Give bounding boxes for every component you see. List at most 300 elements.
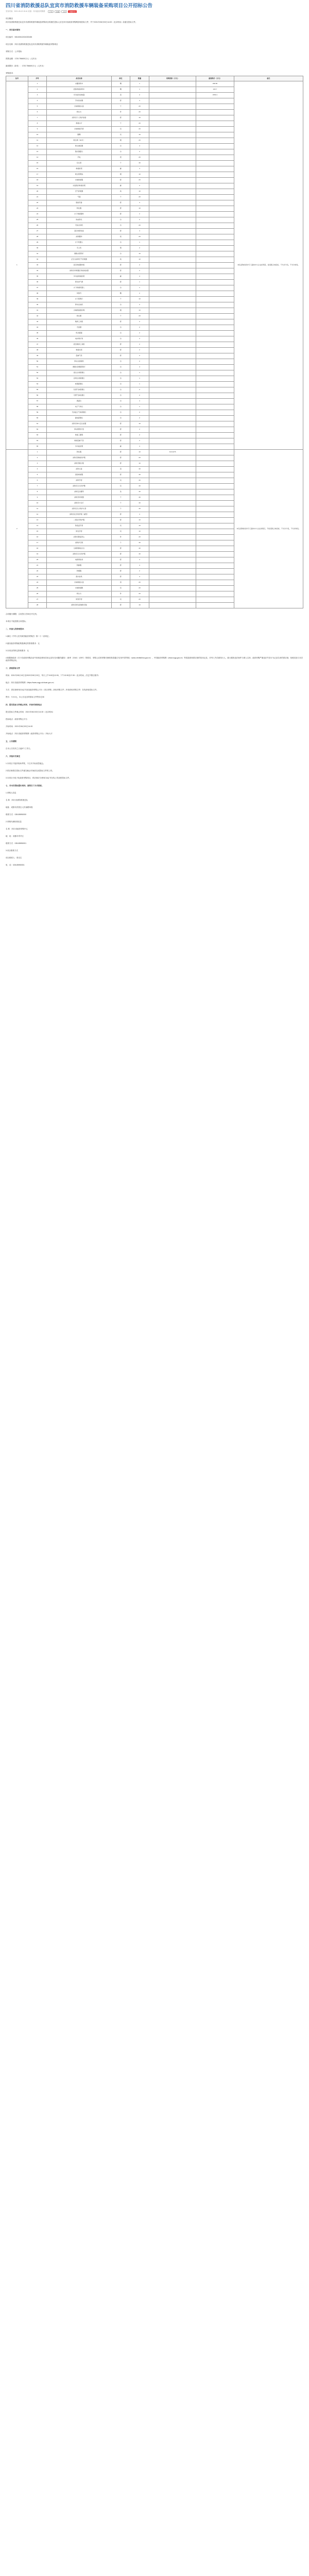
row-number-cell: 63: [28, 432, 47, 438]
unit-cell: 个: [111, 104, 130, 109]
unit-cell: 把: [111, 155, 130, 160]
article-meta: [6, 10, 303, 13]
row-number-cell: 13: [28, 517, 47, 523]
unit-cell: 套: [111, 421, 130, 427]
max-price-cell: [196, 223, 234, 228]
max-price: 最高限价（如有）：1720.756600万元（人民币）: [6, 64, 45, 67]
quantity-cell: 10: [130, 529, 149, 534]
item-name-cell: 热成像仪: [47, 217, 111, 223]
section-paragraph: 4.根据财政部《关于在政府采购活动中查询及使用信用记录有关问题的通知》（财库〔2016〕125号）的要求，采购人或者采购代理机构将通过“信用中国”网站（www.creditchina.gov.cn）、中国政府采购网（www.ccgp.gov.cn）等渠道查询供应商的信用记录，对列入失信被执行人、重大税收违法案件当事人名单、政府采购严重违法失信行为记录名单的供应商，拒绝其参与本次政府采购活动。: [6, 656, 303, 662]
max-price-cell: [196, 245, 234, 251]
max-price-cell: [196, 251, 234, 257]
row-number-cell: 10: [28, 132, 47, 138]
budget-cell: [149, 387, 196, 393]
budget-cell: [149, 602, 196, 608]
item-name-cell: 高压软管卷盘: [47, 228, 111, 234]
row-number-cell: 34: [28, 268, 47, 274]
unit-cell: 个: [111, 495, 130, 500]
item-name-cell: 消防员个人防护装备: [47, 115, 111, 121]
unit-cell: 副: [111, 183, 130, 189]
budget-cell: [149, 143, 196, 149]
item-name-cell: 机动链锯: [47, 330, 111, 336]
unit-cell: 台: [111, 410, 130, 415]
max-price-cell: [196, 200, 234, 206]
section-paragraph: 提交投标文件截止时间：2021年06月03日14:00（北京时间）: [6, 710, 55, 713]
budget-cell: [149, 285, 196, 291]
row-number-cell: 5: [28, 472, 47, 478]
unit-cell: 个: [111, 500, 130, 506]
quantity-cell: 10: [130, 132, 149, 138]
project-number: 项目编号：N5100012021000155: [6, 36, 32, 38]
max-price-cell: [196, 466, 234, 472]
item-name-cell: 移动供气源: [47, 279, 111, 285]
section-paragraph: 3.本项目的特定资格要求：无: [6, 649, 29, 652]
max-price-cell: [196, 257, 234, 262]
max-price-cell: [196, 376, 234, 381]
quantity-cell: 20: [130, 580, 149, 585]
item-name-cell: 防寒手套: [47, 597, 111, 602]
row-number-cell: 14: [28, 523, 47, 529]
quantity-cell: 2: [130, 387, 149, 393]
item-name-cell: 消防员灭火防护头套: [47, 506, 111, 512]
quantity-cell: 20: [130, 313, 149, 319]
row-number-cell: 5: [28, 104, 47, 109]
close-button[interactable]: 关闭: [61, 10, 67, 13]
quantity-cell: 20: [130, 155, 149, 160]
item-name-cell: 救生绳（30米）: [47, 138, 111, 143]
max-price-cell: [196, 534, 234, 540]
item-name-cell: 消防员降温背心: [47, 534, 111, 540]
unit-cell: 台: [111, 302, 130, 308]
unit-cell: 套: [111, 472, 130, 478]
quantity-cell: 4: [130, 563, 149, 568]
budget-cell: [149, 160, 196, 166]
max-price-cell: [196, 370, 234, 376]
budget-cell: [149, 461, 196, 466]
procurement-method: 采购方式：公开招标: [6, 50, 22, 53]
max-price-cell: [196, 444, 234, 449]
budget-cell: [149, 444, 196, 449]
row-number-cell: 15: [28, 529, 47, 534]
item-name-cell: 消防头盔: [47, 466, 111, 472]
item-name-cell: 救援担架: [47, 166, 111, 172]
unit-cell: 个: [111, 160, 130, 166]
unit-cell: 具: [111, 257, 130, 262]
section-paragraph: 售价：￥0.0元，本公告包含的招标文件售价总和: [6, 696, 44, 698]
unit-cell: 套: [111, 98, 130, 104]
row-number-cell: 3: [28, 461, 47, 466]
section-paragraph: 名 称：四川省政府采购中心: [6, 827, 28, 830]
item-name-cell: 激光测距仪: [47, 149, 111, 155]
quantity-cell: 2: [130, 393, 149, 398]
unit-cell: 根: [111, 138, 130, 143]
project-name: 项目名称：四川省消防救援总队宜宾市消防救援车辆装备采购项目: [6, 43, 58, 45]
budget-cell: [149, 313, 196, 319]
quantity-cell: 10: [130, 523, 149, 529]
budget-amount: 预算金额：1720.756600万元（人民币）: [6, 57, 38, 60]
quantity-cell: 20: [130, 455, 149, 461]
row-number-cell: 33: [28, 262, 47, 268]
item-name-cell: 可燃气体检测仪: [47, 393, 111, 398]
max-price-cell: [196, 393, 234, 398]
row-number-cell: 56: [28, 393, 47, 398]
row-number-cell: 7: [28, 483, 47, 489]
budget-cell: [149, 87, 196, 92]
item-name-cell: 水域救援靴: [47, 585, 111, 591]
budget-cell: [149, 262, 196, 268]
quantity-cell: 1: [130, 370, 149, 376]
row-number-cell: 6: [28, 478, 47, 483]
unit-cell: 套: [111, 568, 130, 574]
item-name-cell: 水下机器人: [47, 240, 111, 245]
comment-button[interactable]: 我要评论: [68, 10, 77, 13]
unit-cell: 台: [111, 251, 130, 257]
max-price-cell: [196, 132, 234, 138]
quantity-cell: 40: [130, 466, 149, 472]
item-name-cell: 水域救援头盔: [47, 580, 111, 585]
max-price-cell: [196, 483, 234, 489]
col-header: 备注: [234, 76, 303, 81]
budget-cell: [149, 121, 196, 126]
unit-cell: 套: [111, 427, 130, 432]
unit-cell: 根: [111, 308, 130, 313]
max-price-cell: [196, 104, 234, 109]
unit-cell: 台: [111, 404, 130, 410]
item-name-cell: 多功能担架: [47, 444, 111, 449]
row-number-cell: 41: [28, 308, 47, 313]
item-name-cell: 水下救援机器人: [47, 285, 111, 291]
budget-cell: [149, 138, 196, 143]
item-name-cell: 冲锋舟: [47, 291, 111, 296]
item-name-cell: 便携式防爆照明灯: [47, 364, 111, 370]
publish-info: 发布时间：2021-05-13 15:41 来源：四川政府采购网: [6, 10, 45, 12]
quantity-cell: 4: [130, 512, 149, 517]
budget-cell: [149, 478, 196, 483]
item-name-cell: 消防员灭火防护靴: [47, 483, 111, 489]
unit-cell: 双: [111, 529, 130, 534]
unit-cell: 台: [111, 364, 130, 370]
row-number-cell: 16: [28, 166, 47, 172]
item-name-cell: 防化服: [47, 449, 111, 455]
max-price-cell: [196, 421, 234, 427]
unit-cell: 件: [111, 109, 130, 115]
budget-cell: [149, 279, 196, 285]
unit-cell: 套: [111, 206, 130, 211]
budget-cell: [149, 427, 196, 432]
budget-cell: [149, 517, 196, 523]
row-number-cell: 9: [28, 495, 47, 500]
max-price-cell: [196, 551, 234, 557]
unit-cell: 台: [111, 217, 130, 223]
item-name-cell: 起重气垫: [47, 353, 111, 359]
unit-cell: 台: [111, 359, 130, 364]
row-number-cell: 62: [28, 427, 47, 432]
budget-cell: [149, 217, 196, 223]
row-number-cell: 54: [28, 381, 47, 387]
budget-cell: [149, 268, 196, 274]
max-price-cell: [196, 313, 234, 319]
unit-cell: 个: [111, 296, 130, 302]
max-price-cell: [196, 308, 234, 313]
budget-cell: [149, 257, 196, 262]
item-name-cell: 气瓶: [47, 194, 111, 200]
item-name-cell: 救生衣: [47, 591, 111, 597]
quantity-cell: 10: [130, 296, 149, 302]
unit-cell: 双: [111, 597, 130, 602]
budget-cell: [149, 410, 196, 415]
row-number-cell: 13: [28, 149, 47, 155]
unit-cell: 架: [111, 245, 130, 251]
budget-cell: [149, 104, 196, 109]
row-number-cell: 32: [28, 257, 47, 262]
item-name-cell: 无线对讲机: [47, 223, 111, 228]
row-number-cell: 47: [28, 342, 47, 347]
print-button[interactable]: 打印: [48, 10, 54, 13]
col-header: 品目名称: [47, 76, 111, 81]
quantity-cell: 2: [130, 359, 149, 364]
row-number-cell: 16: [28, 534, 47, 540]
item-name-cell: 双头锁: [47, 160, 111, 166]
row-number-cell: 18: [28, 177, 47, 183]
budget-cell: [149, 591, 196, 597]
budget-cell: [149, 359, 196, 364]
max-price-cell: [196, 529, 234, 534]
item-name-cell: 移动照明灯组: [47, 427, 111, 432]
unit-cell: 个: [111, 194, 130, 200]
quantity-cell: 20: [130, 104, 149, 109]
budget-cell: [149, 597, 196, 602]
row-number-cell: 20: [28, 189, 47, 194]
item-name-cell: 防蜂服: [47, 563, 111, 568]
budget-cell: [149, 308, 196, 313]
max-price-cell: [196, 160, 234, 166]
max-price-cell: [196, 330, 234, 336]
budget-cell: [149, 551, 196, 557]
unit-cell: 套: [111, 211, 130, 217]
section-paragraph: 2.供应商需在投标文件递交截止时间前完成投标文件的上传。: [6, 769, 54, 772]
quantity-cell: 2: [130, 353, 149, 359]
quantity-cell: 10: [130, 172, 149, 177]
section-paragraph: 自本公告发布之日起5个工作日。: [6, 747, 32, 750]
unit-cell: 条: [111, 489, 130, 495]
unit-cell: 套: [111, 602, 130, 608]
section-paragraph: 项目联系人：张先生: [6, 856, 22, 859]
max-price-cell: [196, 336, 234, 342]
article-title: 四川省消防救援总队宜宾市消防救援车辆装备采购项目公开招标公告: [6, 3, 153, 9]
row-number-cell: 18: [28, 546, 47, 551]
item-name-cell: 消防员防坠落辅助设备: [47, 602, 111, 608]
item-name-cell: 防化手套: [47, 529, 111, 534]
row-number-cell: 35: [28, 274, 47, 279]
unit-cell: 台: [111, 376, 130, 381]
max-price-cell: [196, 597, 234, 602]
max-price-cell: [196, 109, 234, 115]
quantity-cell: 2: [130, 325, 149, 330]
row-number-cell: 42: [28, 313, 47, 319]
unit-cell: 套: [111, 546, 130, 551]
quantity-cell: 1: [130, 285, 149, 291]
budget-cell: [149, 302, 196, 308]
row-number-cell: 25: [28, 217, 47, 223]
item-name-cell: 多功能救援担架: [47, 274, 111, 279]
row-number-cell: 12: [28, 512, 47, 517]
row-number-cell: 53: [28, 376, 47, 381]
quantity-cell: 2: [130, 568, 149, 574]
max-price-cell: [196, 449, 234, 455]
budget-cell: [149, 415, 196, 421]
table-header-row: [6, 76, 303, 81]
unit-cell: 套: [111, 228, 130, 234]
budget-cell: [149, 296, 196, 302]
row-number-cell: 11: [28, 138, 47, 143]
quantity-cell: 20: [130, 126, 149, 132]
budget-cell: [149, 500, 196, 506]
max-price-cell: [196, 166, 234, 172]
quantity-cell: 4: [130, 166, 149, 172]
quantity-cell: 1: [130, 376, 149, 381]
row-number-cell: 10: [28, 500, 47, 506]
unit-cell: 套: [111, 551, 130, 557]
row-number-cell: 22: [28, 568, 47, 574]
budget-cell: [149, 223, 196, 228]
unit-cell: 台: [111, 143, 130, 149]
section-heading: 二、申请人的资格要求：: [6, 628, 26, 630]
item-name-cell: 消防员隔热防护服: [47, 455, 111, 461]
section-heading: 六、其他补充事宜: [6, 755, 20, 757]
max-price-cell: [196, 415, 234, 421]
row-number-cell: 4: [28, 98, 47, 104]
quantity-cell: 1: [130, 381, 149, 387]
budget-cell: [149, 540, 196, 546]
row-number-cell: 36: [28, 279, 47, 285]
item-name-cell: 高空救援器材组: [47, 262, 111, 268]
item-name-cell: 电绝缘装具: [47, 557, 111, 563]
budget-cell: [149, 398, 196, 404]
max-price-cell: [196, 228, 234, 234]
quantity-cell: 2: [130, 410, 149, 415]
package-note-cell: 本包采购的是非专门面向中小企业的项目，不接受联合体投标，不允许分包，不允许转包。: [234, 449, 303, 608]
section-heading: 三、获取招标文件: [6, 667, 20, 669]
budget-cell: [149, 211, 196, 217]
max-price-cell: [196, 353, 234, 359]
max-price-cell: [196, 387, 234, 393]
quantity-cell: 40: [130, 478, 149, 483]
budget-cell: [149, 240, 196, 245]
unit-cell: 辆: [111, 81, 130, 87]
budget-cell: [149, 172, 196, 177]
favorite-button[interactable]: 收藏: [55, 10, 60, 13]
item-name-cell: 通信设备: [47, 200, 111, 206]
item-name-cell: 有毒气体探测仪: [47, 387, 111, 393]
contract-note: 本项目不接受联合体投标。: [6, 620, 27, 622]
package-number-cell: 1: [6, 81, 28, 449]
budget-cell: [149, 393, 196, 398]
demand-heading: 采购需求：: [6, 72, 15, 74]
unit-cell: 套: [111, 512, 130, 517]
max-price-cell: [196, 149, 234, 155]
unit-cell: 根: [111, 172, 130, 177]
unit-cell: 套: [111, 268, 130, 274]
row-number-cell: 45: [28, 330, 47, 336]
item-name-cell: 电子气象仪: [47, 404, 111, 410]
row-number-cell: 51: [28, 364, 47, 370]
row-number-cell: 30: [28, 245, 47, 251]
max-price-cell: [196, 279, 234, 285]
budget-cell: [149, 483, 196, 489]
quantity-cell: 2: [130, 291, 149, 296]
max-price-cell: [196, 291, 234, 296]
item-name-cell: 救援头灯: [47, 121, 111, 126]
budget-cell: [149, 432, 196, 438]
budget-cell: [149, 353, 196, 359]
col-header: 数量: [130, 76, 149, 81]
max-price-cell: [196, 500, 234, 506]
item-name-cell: 脚蹼: [47, 132, 111, 138]
unit-cell: 双: [111, 126, 130, 132]
quantity-cell: 40: [130, 551, 149, 557]
max-price-cell: [196, 138, 234, 143]
row-number-cell: 24: [28, 580, 47, 585]
row-number-cell: 20: [28, 557, 47, 563]
max-price-cell: [196, 217, 234, 223]
item-name-cell: 抢险救援服: [47, 472, 111, 478]
row-number-cell: 55: [28, 387, 47, 393]
item-name-cell: 无人机: [47, 245, 111, 251]
item-name-cell: 救援支架: [47, 347, 111, 353]
max-price-cell: [196, 115, 234, 121]
budget-cell: [149, 455, 196, 461]
unit-cell: 双: [111, 523, 130, 529]
quantity-cell: 4: [130, 574, 149, 580]
row-number-cell: 37: [28, 285, 47, 291]
max-price-cell: [196, 410, 234, 415]
max-price-cell: [196, 211, 234, 217]
quantity-cell: 20: [130, 223, 149, 228]
section-paragraph: 2.落实政府采购政策需满足的资格要求：无: [6, 642, 40, 645]
row-number-cell: 2: [28, 87, 47, 92]
col-header: 序号: [28, 76, 47, 81]
budget-cell: [149, 342, 196, 347]
unit-cell: 台: [111, 387, 130, 393]
max-price-cell: [196, 347, 234, 353]
row-number-cell: 57: [28, 398, 47, 404]
section-heading: 七、对本次招标提出询问，请按以下方式联系。: [6, 784, 44, 787]
row-number-cell: 8: [28, 121, 47, 126]
budget-cell: [149, 438, 196, 444]
max-price-cell: [196, 563, 234, 568]
budget-cell: [149, 466, 196, 472]
unit-cell: 双: [111, 585, 130, 591]
item-name-cell: 防高温手套: [47, 523, 111, 529]
row-number-cell: 24: [28, 211, 47, 217]
row-number-cell: 21: [28, 194, 47, 200]
unit-cell: 台: [111, 381, 130, 387]
quantity-cell: 10: [130, 189, 149, 194]
budget-cell: [149, 330, 196, 336]
max-price-cell: [196, 455, 234, 461]
budget-cell: [149, 155, 196, 160]
quantity-cell: 40: [130, 483, 149, 489]
unit-cell: 套: [111, 319, 130, 325]
item-name-cell: 水域救援服: [47, 177, 111, 183]
budget-cell: [149, 376, 196, 381]
overview-text: 四川省消防救援总队宜宾市消防救援车辆装备采购项目的潜在投标人应在四川省政府采购网获取招标文件，并于2021年06月03日14:00（北京时间）前递交投标文件。: [6, 21, 138, 23]
unit-cell: 台: [111, 285, 130, 291]
quantity-cell: 10: [130, 115, 149, 121]
item-name-cell: 漏电探测仪: [47, 415, 111, 421]
quantity-cell: 40: [130, 540, 149, 546]
budget-cell: [149, 512, 196, 517]
